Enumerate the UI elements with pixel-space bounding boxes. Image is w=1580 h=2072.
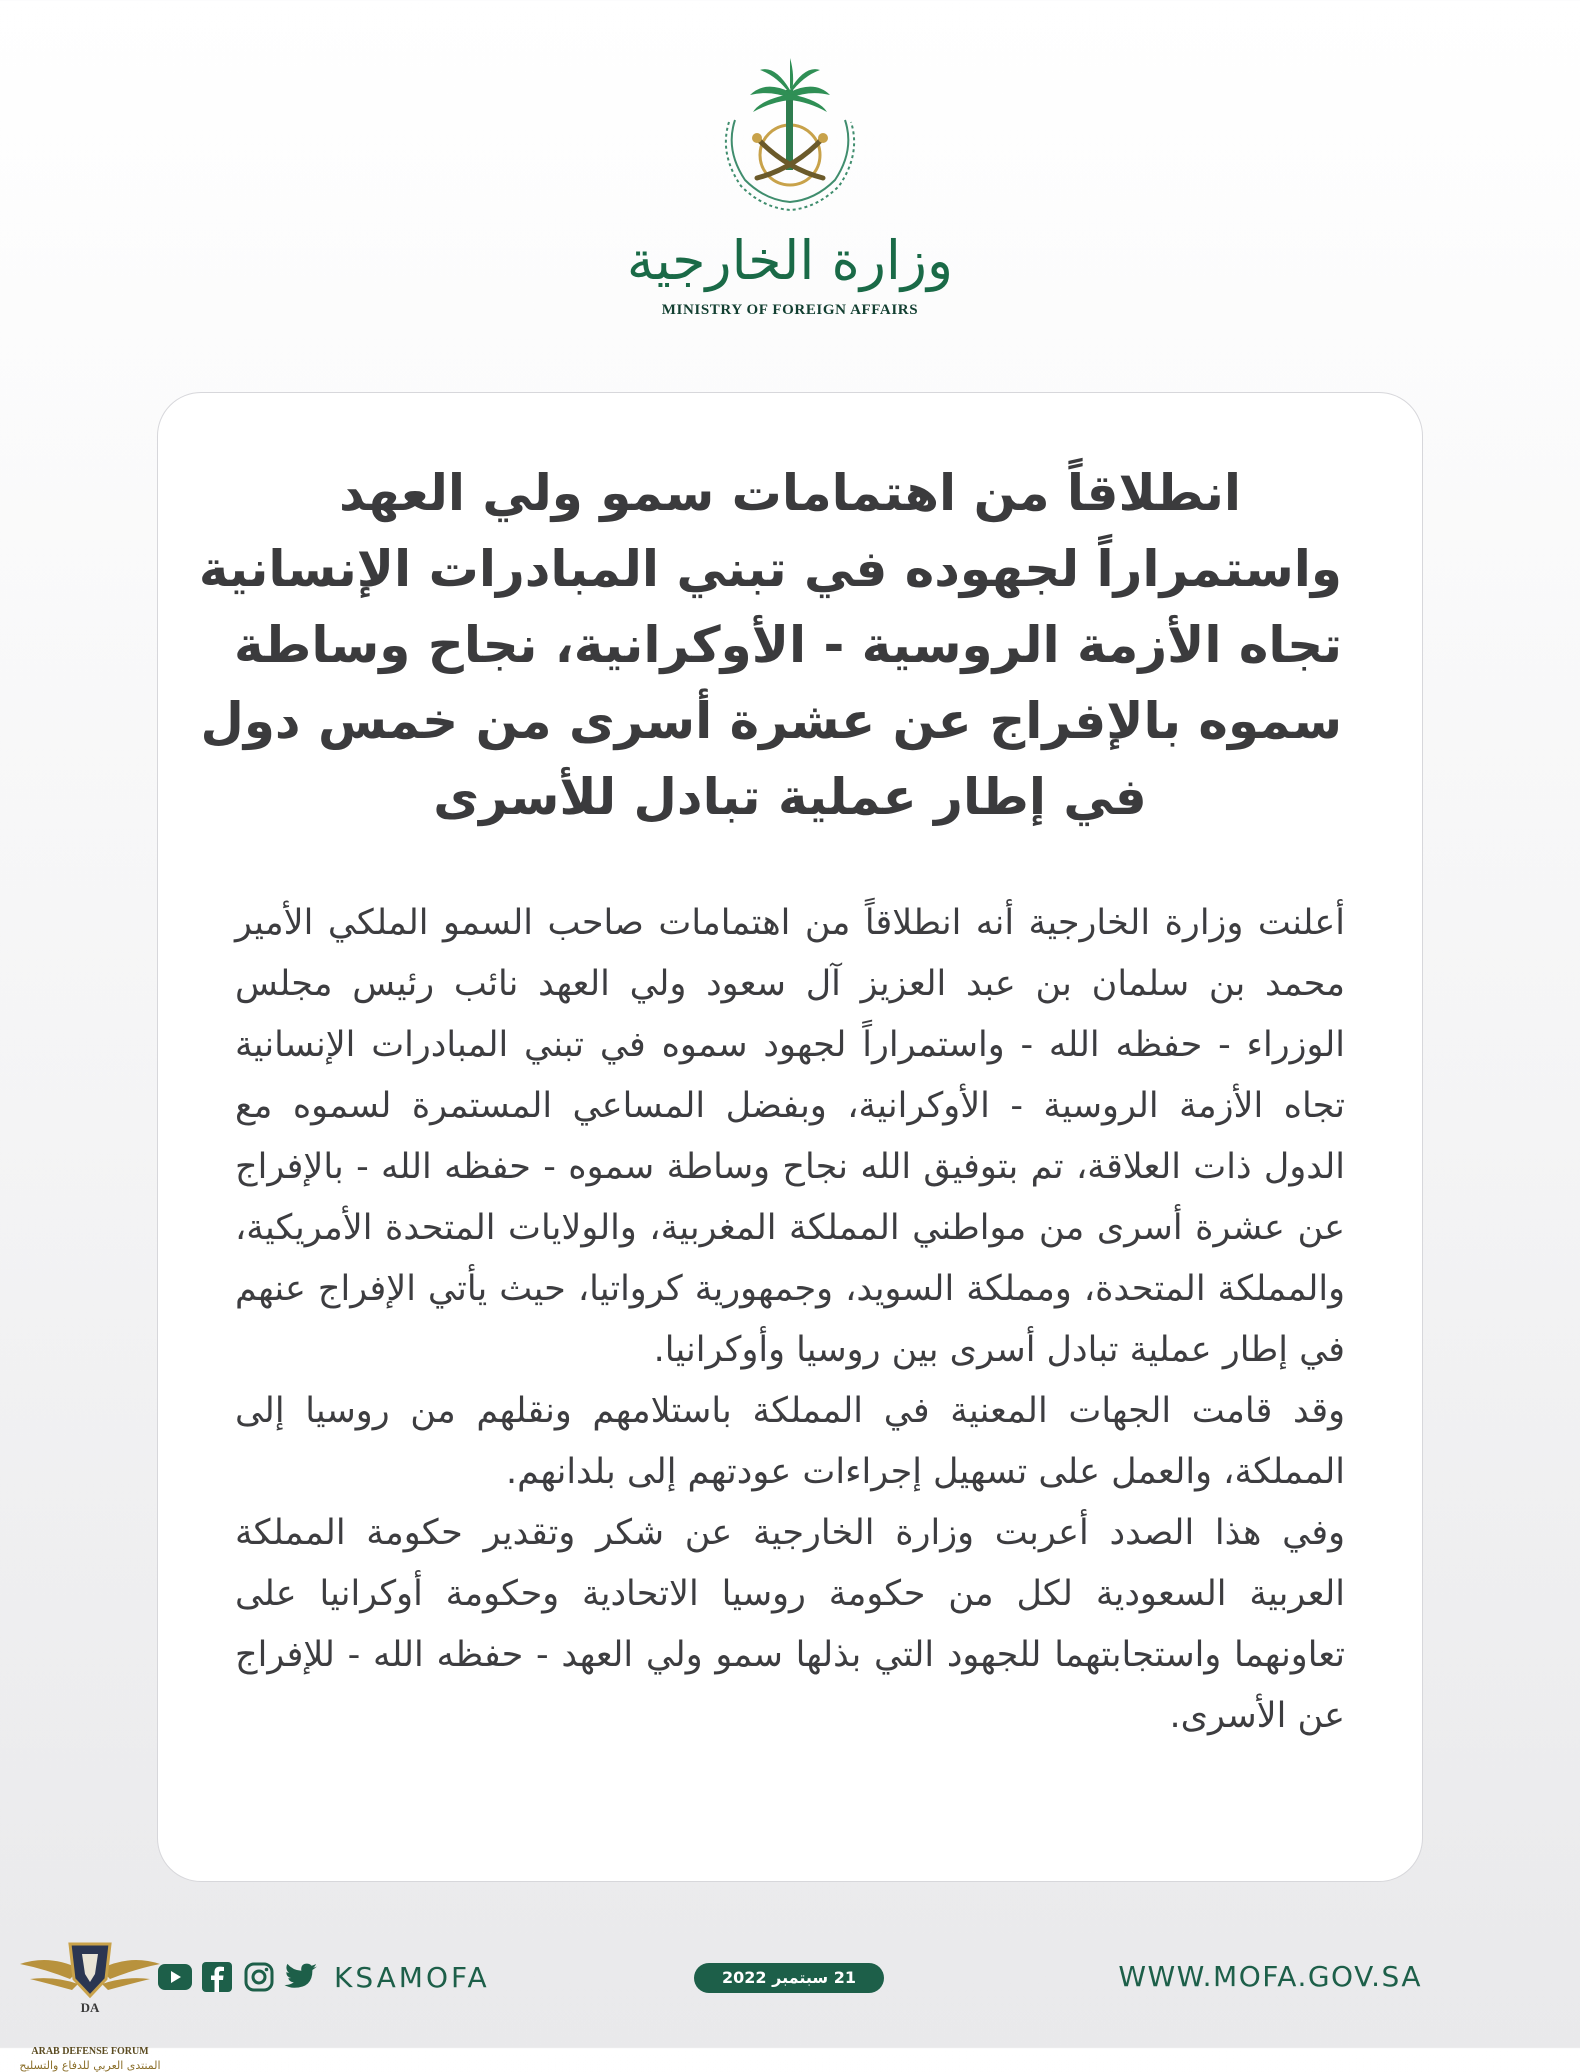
body-paragraph: وقد قامت الجهات المعنية في المملكة باستلامهم ونقلهم من روسيا إلى المملكة، والعمل على تسهيل إجراءات عودتهم إلى بلدانهم. (235, 1391, 1345, 1492)
headline-line: انطلاقاً من اهتمامات سمو ولي العهد (338, 464, 1242, 522)
body-paragraph: وفي هذا الصدد أعربت وزارة الخارجية عن شكر وتقدير حكومة المملكة العربية السعودية لكل من حكومة روسيا الاتحادية وحكومة أوكرانيا على تعاونهما واستجابتهما للجهود التي بذلها سمو ولي العهد - حفظه الله - للإفراج عن الأسرى. (235, 1513, 1345, 1736)
instagram-icon[interactable] (242, 1960, 276, 1994)
adf-name-arabic: المنتدى العربي للدفاع والتسليح (19, 2059, 161, 2072)
headline-line: في إطار عملية تبادل للأسرى (433, 768, 1147, 826)
headline-line: سموه بالإفراج عن عشرة أسرى من خمس دول (200, 692, 1342, 750)
headline-line: تجاه الأزمة الروسية - الأوكرانية، نجاح وساطة (233, 616, 1342, 674)
social-links (158, 1960, 490, 1994)
statement-headline (198, 455, 1342, 835)
twitter-icon[interactable] (284, 1960, 318, 1994)
body-paragraph: أعلنت وزارة الخارجية أنه انطلاقاً من اهتمامات صاحب السمو الملكي الأمير محمد بن سلمان بن عبد العزيز آل سعود ولي العهد نائب رئيس مجلس الوزراء - حفظه الله - واستمراراً لجهود سموه في تبني المبادرات الإنسانية تجاه الأزمة الروسية - الأوكرانية، وبفضل المساعي المستمرة لسموه مع الدول ذات العلاقة، تم بتوفيق الله نجاح وساطة سموه - حفظه الله - بالإفراج عن عشرة أسرى من مواطني المملكة المغربية، والولايات المتحدة الأمريكية، والمملكة المتحدة، ومملكة السويد، وجمهورية كرواتيا، حيث يأتي الإفراج عنهم في إطار عملية تبادل أسرى بين روسيا وأوكرانيا. (235, 903, 1345, 1370)
saudi-emblem-icon (705, 50, 875, 220)
social-handle[interactable]: KSAMOFA (334, 1960, 490, 1994)
adf-name-english: ARAB DEFENSE FORUM (31, 2046, 149, 2057)
ministry-logo (0, 50, 1580, 319)
statement-card (157, 392, 1423, 1882)
youtube-icon[interactable] (158, 1960, 192, 1994)
facebook-icon[interactable] (200, 1960, 234, 1994)
statement-body (235, 893, 1345, 1747)
adf-monogram: DA (80, 2000, 100, 2015)
ministry-name-english: MINISTRY OF FOREIGN AFFAIRS (661, 302, 919, 318)
headline-line: واستمراراً لجهوده في تبني المبادرات الإنسانية (198, 540, 1342, 598)
statement-date-badge: 21 سبتمبر 2022 (694, 1963, 884, 1993)
arab-defense-forum-logo-icon (10, 1924, 170, 2044)
footer-bar (0, 1950, 1580, 2072)
ministry-name-arabic: وزارة الخارجية (626, 229, 954, 292)
website-link[interactable]: WWW.MOFA.GOV.SA (1118, 1960, 1422, 1993)
